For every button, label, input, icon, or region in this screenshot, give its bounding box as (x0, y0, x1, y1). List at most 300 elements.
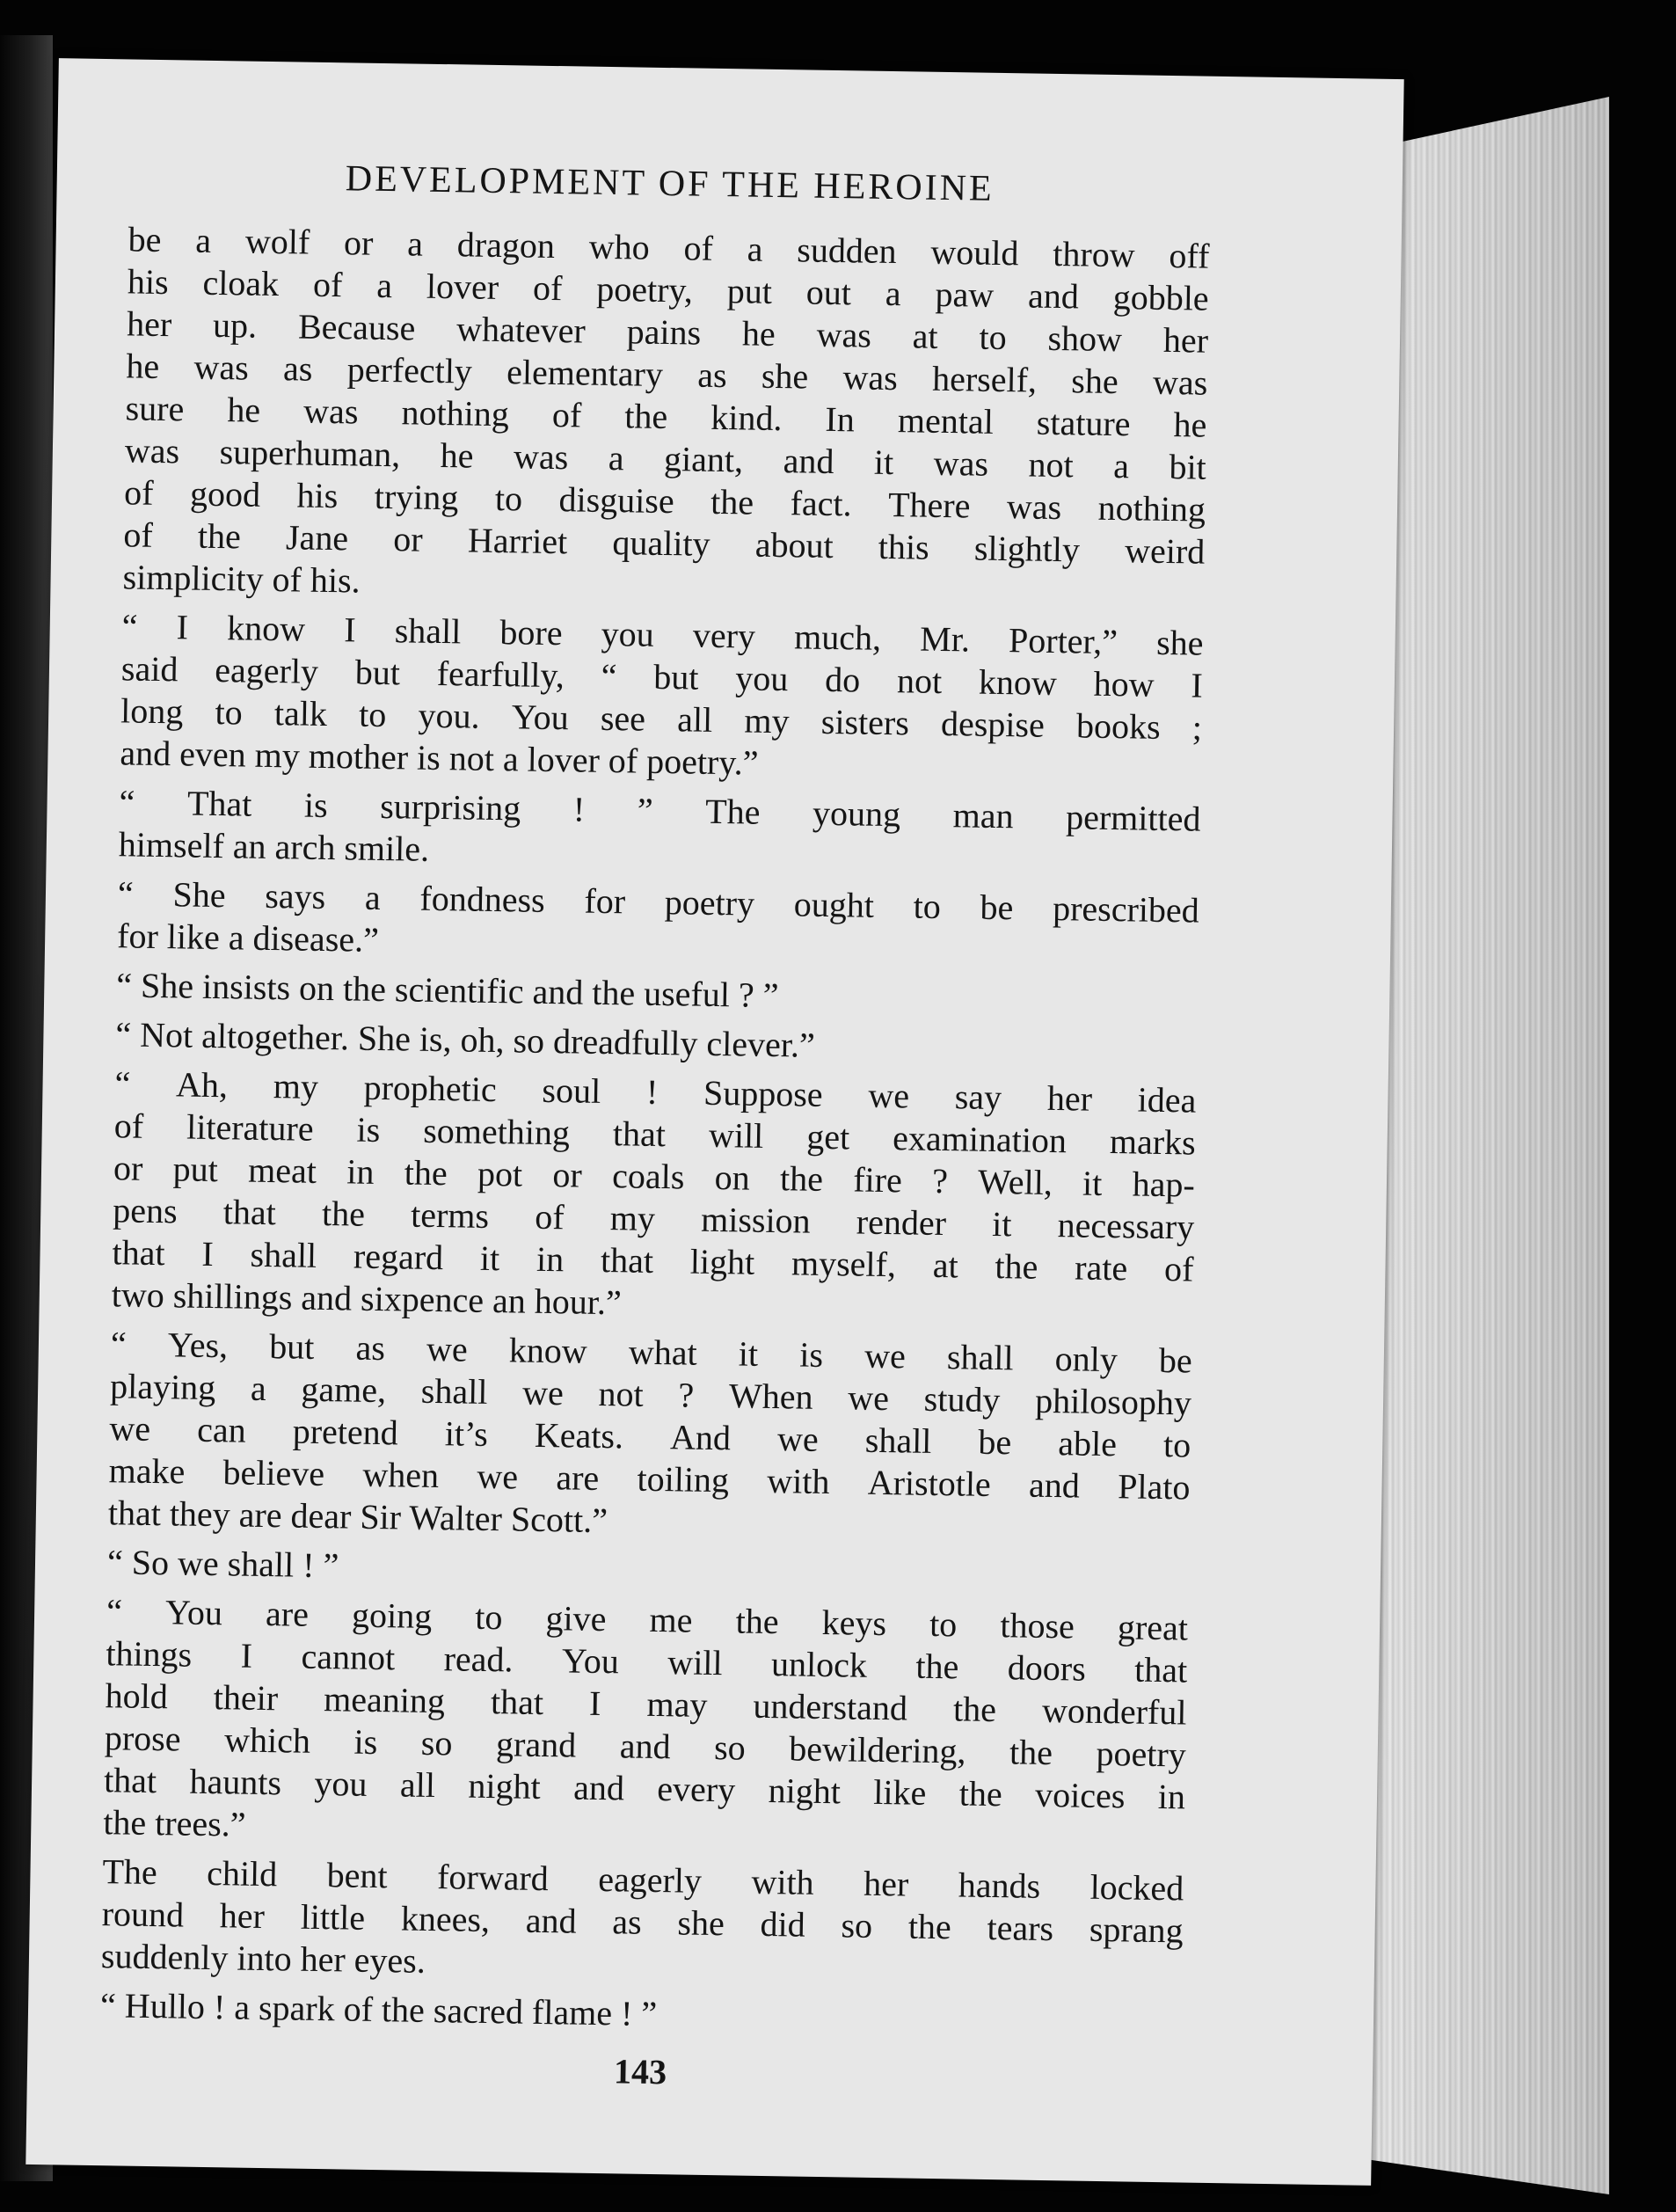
word: little (300, 1896, 366, 1938)
word: was (933, 442, 989, 484)
word: shall (420, 1370, 488, 1412)
text-line: suddenly into her eyes. (100, 1936, 426, 1981)
word: and (783, 441, 834, 482)
word: we (477, 1456, 519, 1497)
word: The (102, 1851, 158, 1893)
word: sisters (820, 701, 910, 743)
word: who (588, 226, 651, 267)
word: the (321, 1193, 366, 1234)
word: I (588, 1683, 601, 1724)
word: to (1162, 1425, 1191, 1465)
word: great (1117, 1607, 1189, 1648)
word: those (1000, 1605, 1075, 1646)
word: the (958, 1773, 1003, 1814)
word: we (868, 1075, 910, 1116)
text-line: “ Not altogether. She is, oh, so dreadfully clever.” (115, 1014, 816, 1065)
word: bit (1169, 447, 1207, 487)
word: her (863, 1863, 909, 1904)
word: Because (297, 306, 416, 348)
word: all (676, 699, 713, 740)
word: able (1058, 1423, 1118, 1464)
word: we (776, 1419, 820, 1459)
word: philosophy (1034, 1380, 1192, 1423)
word: terms (410, 1194, 490, 1236)
word: is (356, 1109, 381, 1150)
word: ! (645, 1071, 659, 1112)
word: and (619, 1726, 671, 1767)
page-content (99, 150, 1211, 2105)
word: of (534, 1196, 565, 1237)
word: we (864, 1335, 907, 1376)
word: giant, (663, 439, 744, 480)
word: the (915, 1646, 959, 1687)
word: long (120, 690, 184, 732)
word: She (172, 874, 226, 916)
text-line: and even my mother is not a lover of poetry.” (120, 733, 759, 783)
word: he (126, 346, 160, 386)
word: that (490, 1682, 544, 1723)
text-line: “ She insists on the scientific and the useful ? ” (116, 965, 779, 1016)
word: young (812, 792, 901, 835)
word: the (779, 1158, 824, 1199)
word: it (991, 1203, 1012, 1245)
paragraph (120, 605, 1204, 791)
word: ! (572, 789, 586, 829)
word: toiling (637, 1458, 730, 1500)
text-line: himself an arch smile. (118, 824, 430, 869)
word: fire (852, 1159, 903, 1201)
word: Well, (977, 1161, 1053, 1203)
word: idea (1137, 1079, 1197, 1121)
word: to (913, 886, 942, 927)
word: Ah, (175, 1064, 229, 1106)
word: pens (112, 1190, 179, 1231)
word: to (475, 1596, 503, 1638)
word: give (545, 1598, 607, 1639)
word: is (798, 1334, 824, 1375)
word: what (628, 1332, 698, 1373)
word: a (885, 273, 902, 314)
word: of (683, 228, 714, 268)
word: render (856, 1201, 947, 1244)
word: or (393, 519, 424, 559)
word: ” (637, 790, 653, 830)
word: poetry (1096, 1733, 1187, 1775)
word: Yes, (167, 1325, 229, 1366)
word: as (355, 1327, 386, 1369)
word: You (561, 1640, 620, 1682)
word: game, (301, 1369, 387, 1411)
word: poetry (664, 882, 755, 923)
word: with (751, 1861, 815, 1902)
word: their (213, 1677, 279, 1719)
word: grand (495, 1724, 577, 1765)
word: perfectly (346, 349, 473, 391)
word: of (123, 515, 154, 555)
word: he (440, 435, 474, 476)
word: of (551, 394, 582, 435)
word: so (420, 1722, 453, 1763)
word: Harriet (467, 520, 568, 562)
word: be (980, 887, 1014, 928)
word: a (608, 438, 624, 478)
word: when (362, 1454, 440, 1496)
word: shall (946, 1337, 1014, 1378)
word: There (887, 485, 971, 526)
word: we (847, 1377, 890, 1419)
word: would (930, 231, 1019, 274)
word: but (653, 656, 699, 697)
word: you. (418, 695, 480, 736)
word: study (923, 1378, 1001, 1420)
word: as (282, 348, 313, 389)
word: not (896, 661, 943, 701)
word: she (761, 355, 809, 397)
word: ; (1191, 707, 1203, 748)
word: ought (793, 884, 875, 925)
word: out (805, 272, 852, 313)
word: understand (753, 1685, 908, 1728)
word: whatever (455, 309, 587, 351)
word: night (768, 1770, 842, 1812)
word: Keats. (534, 1414, 624, 1456)
word: things (106, 1633, 193, 1675)
word: know (978, 661, 1058, 704)
word: “ (119, 782, 135, 822)
word: up. (212, 304, 258, 346)
paragraph (108, 1323, 1193, 1551)
word: how (1093, 663, 1155, 704)
word: “ (601, 655, 617, 697)
word: cloak (202, 262, 280, 304)
word: to (494, 478, 523, 519)
word: weird (1124, 530, 1206, 572)
paragraph (100, 1984, 1183, 2043)
word: Aristotle (867, 1462, 992, 1504)
text-line: that they are dear Sir Walter Scott.” (107, 1493, 608, 1541)
word: make (108, 1450, 186, 1492)
word: as (611, 1902, 643, 1942)
word: man (952, 795, 1014, 836)
word: talk (273, 693, 328, 734)
word: to (979, 317, 1008, 358)
word: locked (1089, 1866, 1184, 1909)
word: nothing (401, 392, 510, 434)
page-number: 143 (613, 2051, 667, 2092)
word: of (532, 267, 563, 309)
word: and (1028, 1464, 1081, 1506)
word: child (206, 1853, 278, 1894)
word: Suppose (703, 1072, 823, 1114)
word: or (343, 223, 374, 263)
word: pains (626, 311, 702, 353)
paragraph (116, 964, 1199, 1023)
text-line: “ So we shall ! ” (106, 1542, 339, 1586)
word: the (710, 481, 754, 522)
word: throw (1052, 233, 1136, 275)
word: know (226, 608, 306, 649)
word: wolf (244, 221, 310, 262)
paragraph (111, 1062, 1196, 1332)
word: “ (110, 1324, 128, 1364)
word: and (572, 1767, 625, 1808)
word: Jane (285, 517, 349, 558)
word: much, (793, 617, 882, 658)
word: to (929, 1603, 958, 1645)
word: we (426, 1328, 469, 1369)
word: will (708, 1114, 764, 1156)
word: with (766, 1460, 830, 1502)
word: the (197, 515, 242, 557)
word: Plato (1117, 1466, 1191, 1508)
word: poetry, (595, 268, 694, 310)
word: “ (114, 1063, 131, 1104)
word: hands (958, 1865, 1041, 1906)
word: something (422, 1110, 571, 1153)
word: The (704, 791, 761, 832)
word: hap- (1132, 1164, 1196, 1205)
word: her (1046, 1077, 1093, 1119)
word: you (601, 613, 655, 654)
word: coals (611, 1156, 685, 1197)
word: at (932, 1245, 959, 1286)
word: the (907, 1906, 952, 1947)
word: wonderful (1041, 1690, 1187, 1733)
word: was (1152, 361, 1208, 403)
word: get (805, 1116, 850, 1157)
word: mission (700, 1199, 812, 1241)
word: of (312, 264, 343, 305)
running-head: DEVELOPMENT OF THE HEROINE (345, 158, 995, 209)
word: he (227, 390, 261, 430)
word: pot (477, 1153, 523, 1194)
word: in (1157, 1777, 1186, 1817)
word: fact. (790, 483, 852, 524)
word: we (521, 1372, 565, 1413)
word: hold (105, 1675, 169, 1717)
word: going (351, 1595, 433, 1637)
text-line: for like a disease.” (116, 916, 380, 960)
word: that (1133, 1649, 1188, 1690)
word: in (536, 1238, 565, 1280)
word: is (303, 785, 328, 826)
word: nothing (1097, 487, 1206, 529)
word: the (952, 1689, 997, 1730)
word: bore (499, 612, 563, 653)
word: meat (247, 1150, 317, 1191)
word: know (508, 1330, 588, 1371)
word: stature (1036, 402, 1131, 444)
word: it (738, 1333, 759, 1374)
word: superhuman, (219, 432, 401, 475)
word: soul (542, 1069, 601, 1111)
word: she (677, 1902, 725, 1944)
word: fearfully, (436, 653, 565, 696)
word: cannot (301, 1636, 396, 1678)
body-text (100, 218, 1210, 2043)
word: as (696, 354, 727, 396)
word: this (878, 526, 930, 567)
word: ? (931, 1160, 949, 1201)
word: the (735, 1601, 779, 1642)
word: disguise (558, 479, 675, 522)
word: kind. (710, 397, 783, 439)
word: that (103, 1760, 157, 1801)
word: a (1112, 446, 1130, 486)
word: that (612, 1113, 667, 1155)
word: my (744, 700, 790, 741)
paragraph (103, 1590, 1188, 1860)
word: not (1028, 444, 1075, 485)
word: of (113, 1106, 144, 1146)
word: my (273, 1066, 319, 1106)
word: quality (612, 522, 710, 564)
word: was (1006, 486, 1062, 528)
word: sprang (1089, 1909, 1184, 1951)
word: of (123, 472, 154, 513)
word: believe (222, 1452, 325, 1494)
word: the (995, 1246, 1038, 1287)
word: it’s (444, 1413, 489, 1454)
word: You (511, 697, 570, 738)
text-line: simplicity of his. (122, 557, 361, 601)
word: but (354, 652, 401, 693)
word: you (734, 658, 789, 699)
word: will (667, 1642, 723, 1683)
word: Porter,” (1008, 620, 1119, 662)
word: “ (106, 1591, 123, 1632)
word: he (741, 313, 776, 354)
word: or (113, 1148, 143, 1188)
word: sure (125, 388, 185, 429)
word: you (314, 1763, 368, 1804)
word: the (404, 1152, 448, 1194)
word: good (189, 473, 261, 515)
word: read. (443, 1639, 514, 1680)
word: put (172, 1149, 219, 1190)
word: voices (1034, 1774, 1126, 1816)
word: but (268, 1326, 315, 1367)
word: be (128, 219, 162, 259)
paragraph (107, 1541, 1190, 1600)
paragraph (115, 1013, 1198, 1072)
word: her (1162, 319, 1209, 361)
word: me (649, 1599, 693, 1640)
word: in (346, 1151, 375, 1192)
word: unlock (770, 1644, 868, 1685)
word: I (176, 607, 189, 647)
word: and (525, 1900, 577, 1941)
word: did (760, 1903, 806, 1945)
word: shall (250, 1234, 317, 1275)
word: that (600, 1239, 654, 1281)
word: knees, (400, 1898, 491, 1940)
word: permitted (1065, 797, 1201, 839)
book-page (26, 58, 1403, 2186)
word: at (912, 316, 938, 356)
word: gobble (1112, 276, 1210, 318)
word: ? (678, 1375, 695, 1415)
word: a (194, 220, 212, 260)
word: was (193, 347, 250, 388)
word: keys (821, 1602, 887, 1644)
word: playing (109, 1366, 216, 1408)
word: examination (892, 1118, 1068, 1161)
word: a (375, 265, 393, 306)
word: meaning (323, 1679, 446, 1721)
word: very (692, 615, 756, 656)
word: was (816, 314, 872, 355)
word: to (358, 694, 387, 735)
word: herself, (931, 358, 1038, 400)
word: forward (436, 1857, 550, 1899)
word: round (101, 1894, 185, 1935)
word: When (728, 1376, 813, 1417)
word: are (265, 1594, 310, 1634)
word: said (120, 648, 179, 690)
text-line: two shillings and sixpence an hour.” (111, 1274, 623, 1323)
word: he (1173, 405, 1207, 445)
word: like (873, 1771, 927, 1813)
word: prophetic (363, 1067, 498, 1110)
word: tears (987, 1907, 1054, 1949)
word: for (584, 880, 626, 922)
word: be (978, 1421, 1012, 1463)
word: was (842, 357, 899, 398)
word: that (222, 1192, 277, 1233)
word: about (754, 524, 834, 566)
word: her (126, 303, 172, 345)
word: slightly (973, 528, 1081, 570)
word: only (1054, 1339, 1119, 1380)
word: a (406, 223, 424, 264)
word: light (689, 1241, 755, 1282)
word: I (343, 610, 356, 650)
paragraph (122, 218, 1210, 615)
word: literature (186, 1106, 314, 1149)
word: it (479, 1237, 500, 1279)
word: was (302, 391, 359, 432)
word: sudden (796, 230, 898, 272)
word: despise (940, 703, 1046, 745)
word: rate (1074, 1247, 1128, 1289)
word: doors (1007, 1647, 1087, 1689)
word: a (747, 229, 763, 269)
word: may (646, 1683, 708, 1725)
word: pretend (292, 1411, 399, 1453)
word: to (215, 692, 244, 733)
word: says (264, 875, 326, 917)
word: Mr. (919, 618, 971, 660)
word: bent (326, 1855, 388, 1896)
word: And (669, 1417, 732, 1458)
word: necessary (1057, 1205, 1195, 1247)
word: do (824, 659, 861, 700)
word: not (598, 1373, 645, 1414)
word: myself, (791, 1243, 897, 1285)
word: every (657, 1769, 736, 1810)
word: was (513, 436, 569, 478)
word: paw (935, 274, 995, 315)
paragraph (101, 1851, 1184, 1994)
word: night (468, 1765, 542, 1807)
word: so (841, 1905, 873, 1946)
word: it (873, 442, 894, 483)
word: “ (117, 873, 135, 914)
word: lover (426, 266, 499, 308)
word: a (364, 877, 382, 917)
paragraph (117, 872, 1199, 974)
